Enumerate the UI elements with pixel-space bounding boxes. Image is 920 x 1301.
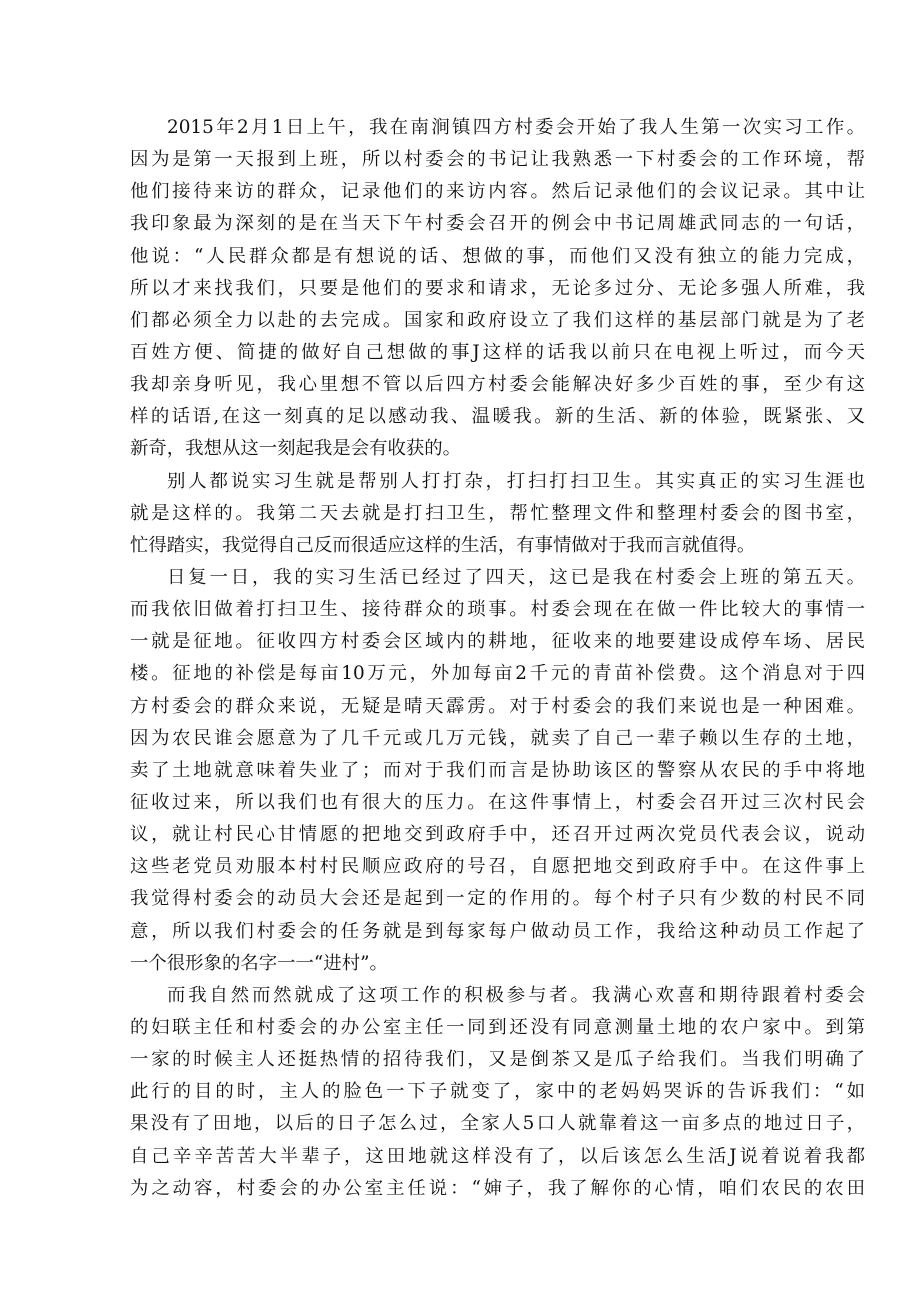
text-line: 2015年2月1日上午，我在南涧镇四方村委会开始了我人生第一次实习工作。 (167, 117, 865, 138)
text-line: 别人都说实习生就是帮别人打打杂，打扫打扫卫生。其实真正的实习生涯也 (167, 470, 865, 492)
document-body (130, 112, 865, 1205)
text-line: 因为农民谁会愿意为了几千元或几万元钱，就卖了自己一辈子赖以生存的土地， (130, 727, 865, 749)
text-line: 日复一日，我的实习生活已经过了四天，这已是我在村委会上班的第五天。 (167, 566, 865, 588)
text-line: 为之动容，村委会的办公室主任说：“婶子，我了解你的心情，咱们农民的农田 (130, 1177, 865, 1199)
text-line: 征收过来，所以我们也有很大的压力。在这件事情上，村委会召开过三次村民会 (130, 791, 865, 813)
text-line: 一个很形象的名字一一“进村”。 (130, 952, 388, 974)
text-line: 们都必须全力以赴的去完成。国家和政府设立了我们这样的基层部门就是为了老 (130, 309, 865, 331)
text-line: 我印象最为深刻的是在当天下午村委会召开的例会中书记周雄武同志的一句话， (130, 213, 865, 235)
text-line: 的妇联主任和村委会的办公室主任一同到还没有同意测量土地的农户家中。到第 (130, 1016, 865, 1038)
text-line: 新奇，我想从这一刻起我是会有收获的。 (130, 438, 462, 460)
text-line: 楼。征地的补偿是每亩10万元，外加每亩2千元的青苗补偿费。这个消息对于四 (130, 663, 865, 685)
text-line: 他说：“人民群众都是有想说的话、想做的事，而他们又没有独立的能力完成， (130, 245, 865, 267)
text-line: 方村委会的群众来说，无疑是晴天霹雳。对于村委会的我们来说也是一种困难。 (130, 695, 865, 717)
text-line: 而我依旧做着打扫卫生、接待群众的琐事。村委会现在在做一件比较大的事情一 (130, 599, 865, 621)
text-line: 卖了土地就意味着失业了；而对于我们而言是协助该区的警察从农民的手中将地 (130, 759, 865, 781)
text-line: 我却亲身听见，我心里想不管以后四方村委会能解决好多少百姓的事，至少有这 (130, 374, 865, 396)
text-line: 一家的时候主人还挺热情的招待我们，又是倒茶又是瓜子给我们。当我们明确了 (130, 1049, 865, 1071)
text-line: 意，所以我们村委会的任务就是到每家每户做动员工作，我给这种动员工作起了 (130, 920, 865, 942)
text-line: 就是这样的。我第二天去就是打扫卫生，帮忙整理文件和整理村委会的图书室， (130, 502, 865, 524)
text-line: 忙得踏实，我觉得自己反而很适应这样的生活，有事情做对于我而言就值得。 (130, 534, 756, 556)
paragraph-1 (130, 112, 865, 466)
text-line: 他们接待来访的群众，记录他们的来访内容。然后记录他们的会议记录。其中让 (130, 181, 865, 203)
paragraph-3 (130, 562, 865, 980)
paragraph-4 (130, 980, 865, 1205)
text-line: 自己辛辛苦苦大半辈子，这田地就这样没有了，以后该怎么生活J说着说着我都 (130, 1145, 865, 1167)
text-line: 我觉得村委会的动员大会还是起到一定的作用的。每个村子只有少数的村民不同 (130, 888, 865, 910)
text-line: 百姓方便、简捷的做好自己想做的事J这样的话我以前只在电视上听过，而今天 (130, 341, 865, 363)
text-line: 而我自然而然就成了这项工作的积极参与者。我满心欢喜和期待跟着村委会 (167, 984, 865, 1006)
text-line: 议，就让村民心甘情愿的把地交到政府手中，还召开过两次党员代表会议，说动 (130, 824, 865, 846)
text-line: 这些老党员劝服本村村民顺应政府的号召，自愿把地交到政府手中。在这件事上 (130, 856, 865, 878)
paragraph-2 (130, 466, 865, 562)
text-line: 此行的目的时，主人的脸色一下子就变了，家中的老妈妈哭诉的告诉我们：“如 (130, 1081, 865, 1103)
text-line: 因为是第一天报到上班，所以村委会的书记让我熟悉一下村委会的工作环境，帮 (130, 149, 865, 171)
text-line: 所以才来找我们，只要是他们的要求和请求，无论多过分、无论多强人所难，我 (130, 277, 865, 299)
text-line: 样的话语,在这一刻真的足以感动我、温暖我。新的生活、新的体验，既紧张、又 (130, 406, 865, 428)
text-line: 一就是征地。征收四方村委会区域内的耕地，征收来的地要建设成停车场、居民 (130, 631, 865, 653)
text-line: 果没有了田地，以后的日子怎么过，全家人5口人就靠着这一亩多点的地过日子， (130, 1113, 865, 1135)
